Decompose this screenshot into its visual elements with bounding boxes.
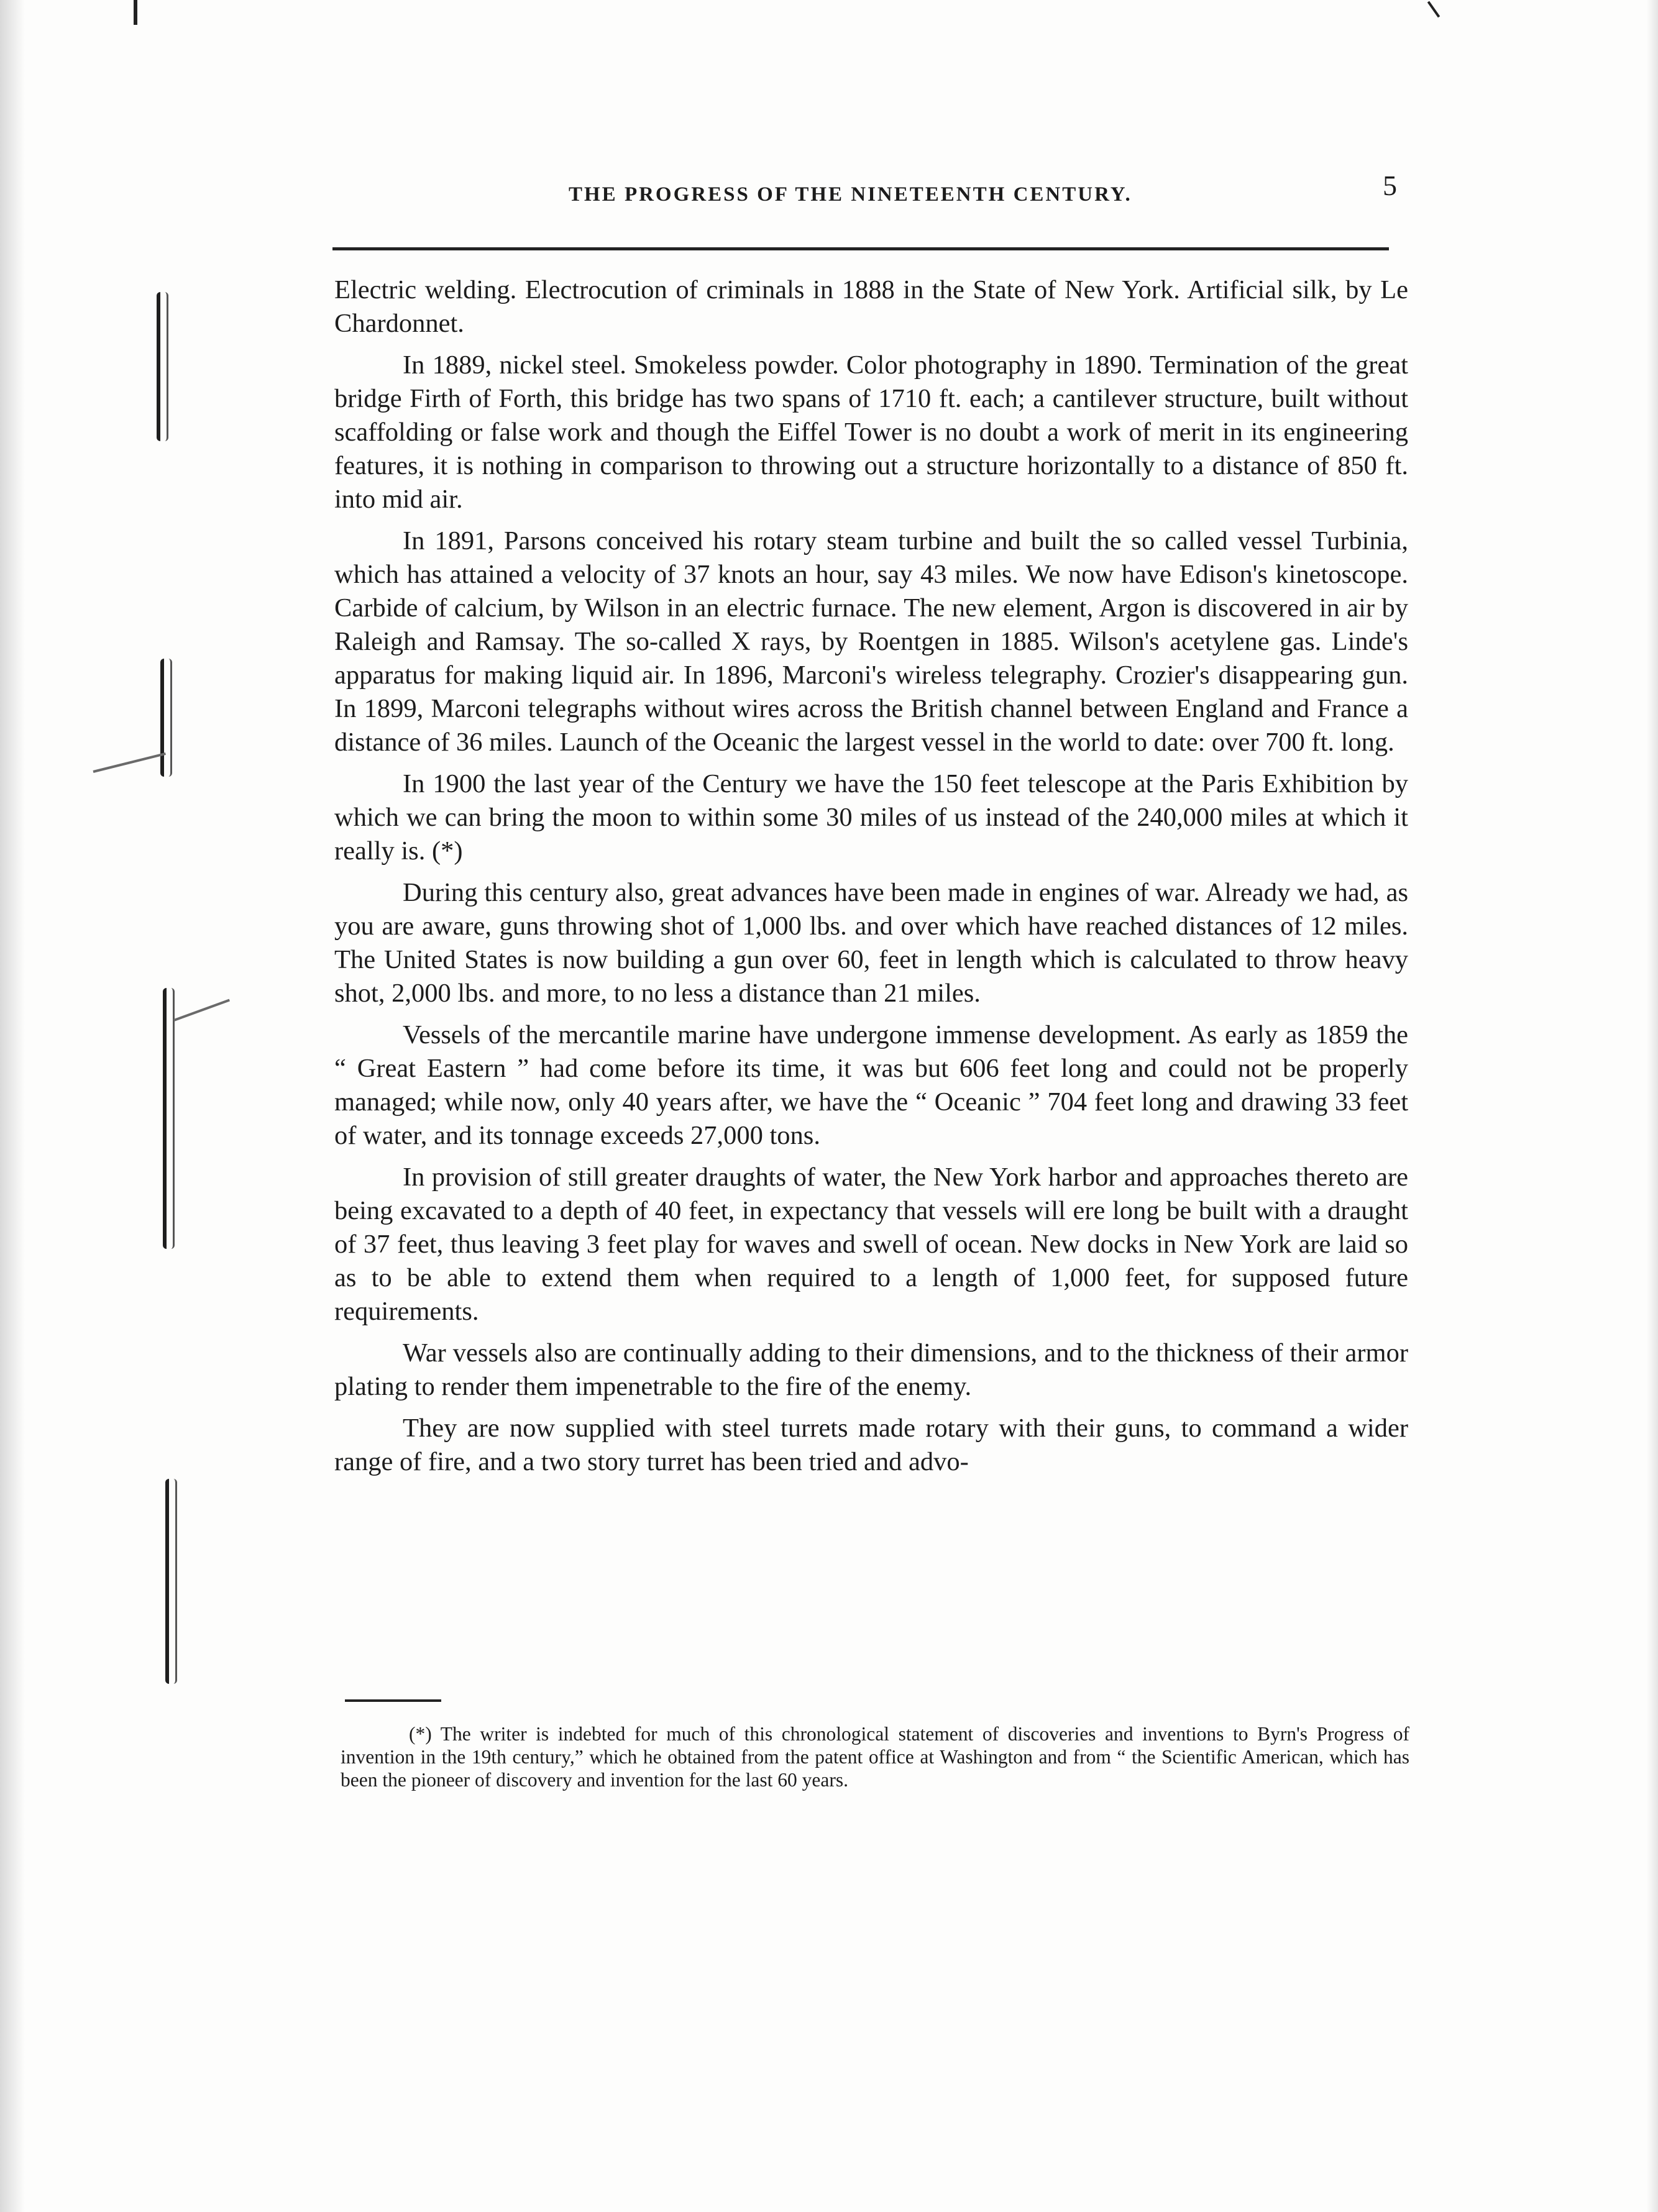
paragraph: Vessels of the mercantile marine have undergone immense development. As early as 1859 the “ Great Eastern ” had come before its time, it was but 606 feet long and could not be properly managed; while now, only 40 years after, we have the “ Oceanic ” 704 feet long and drawing 33 feet of water, and its tonnage exceeds 27,000 tons. (334, 1020, 1408, 1150)
paragraph: In 1900 the last year of the Century we have the 150 feet telescope at the Paris Exhibition by which we can bring the moon to within some 30 miles of us instead of the 240,000 miles at which it really is. (*) (334, 769, 1408, 866)
paragraph: They are now supplied with steel turrets made rotary with their guns, to command a wider range of fire, and a two story turret has been tried and advo- (334, 1414, 1408, 1476)
page-edge (1647, 0, 1658, 2212)
paragraph: During this century also, great advances have been made in engines of war. Already we had, as you are aware, guns throwing shot of 1,000 lbs. and over which have reached distances of 12 miles. The United States is now building a gun over 60, feet in length which is calculated to throw heavy shot, 2,000 lbs. and more, to no less a distance than 21 miles. (334, 878, 1408, 1008)
binding-thread (173, 999, 230, 1021)
body-text (334, 273, 1408, 1487)
binding-stitch (165, 1479, 177, 1684)
paragraph: In 1891, Parsons conceived his rotary steam turbine and built the so called vessel Turbinia, which has attained a velocity of 37 knots an hour, say 43 miles. We now have Edison's kinetoscope. Carbide of calcium, by Wilson in an electric furnace. The new element, Argon is discovered in air by Raleigh and Ramsay. The so-called X rays, by Roentgen in 1885. Wilson's acetylene gas. Linde's apparatus for making liquid air. In 1896, Marconi's wireless telegraphy. Crozier's disappearing gun. In 1899, Marconi telegraphs without wires across the British channel between England and France a distance of 36 miles. Launch of the Oceanic the largest vessel in the world to date: over 700 ft. long. (334, 526, 1408, 757)
corner-mark (134, 0, 137, 25)
footnote-text: (*) The writer is indebted for much of this chronological statement of discoveries and inventions to Byrn's Progress of invention in the 19th century,” which he obtained from the patent office at Washington and from “ the Scientific American, which has been the pioneer of discovery and invention for the last 60 years. (341, 1723, 1409, 1791)
binding-thread (93, 752, 166, 773)
binding-stitch (160, 659, 172, 777)
running-title: THE PROGRESS OF THE NINETEENTH CENTURY. (569, 183, 1132, 206)
paragraph: Electric welding. Electrocution of criminals in 1888 in the State of New York. Artificial silk, by Le Chardonnet. (334, 275, 1408, 338)
paragraph: In provision of still greater draughts of water, the New York harbor and approaches thereto are being excavated to a depth of 40 feet, in expectancy that vessels will ere long be built with a draught of 37 feet, thus leaving 3 feet play for waves and swell of ocean. New docks in New York are laid so as to be able to extend them when required to a length of 1,000 feet, for supposed future requirements. (334, 1163, 1408, 1326)
header-rule (332, 247, 1389, 250)
corner-mark (1427, 1, 1440, 18)
binding-stitch (157, 292, 168, 441)
footnote-rule (345, 1699, 441, 1702)
page-number: 5 (1383, 170, 1397, 201)
paragraph: In 1889, nickel steel. Smokeless powder. Color photography in 1890. Termination of the great bridge Firth of Forth, this bridge has two spans of 1710 ft. each; a cantilever structure, built without scaffolding or false work and though the Eiffel Tower is no doubt a work of merit in its engineering features, it is nothing in comparison to throwing out a structure horizontally to a distance of 850 ft. into mid air. (334, 350, 1408, 514)
footnote (341, 1722, 1409, 1791)
paragraph: War vessels also are continually adding to their dimensions, and to the thickness of their armor plating to render them impenetrable to the fire of the enemy. (334, 1338, 1408, 1401)
binding-edge (0, 0, 25, 2212)
binding-stitch (163, 988, 175, 1249)
